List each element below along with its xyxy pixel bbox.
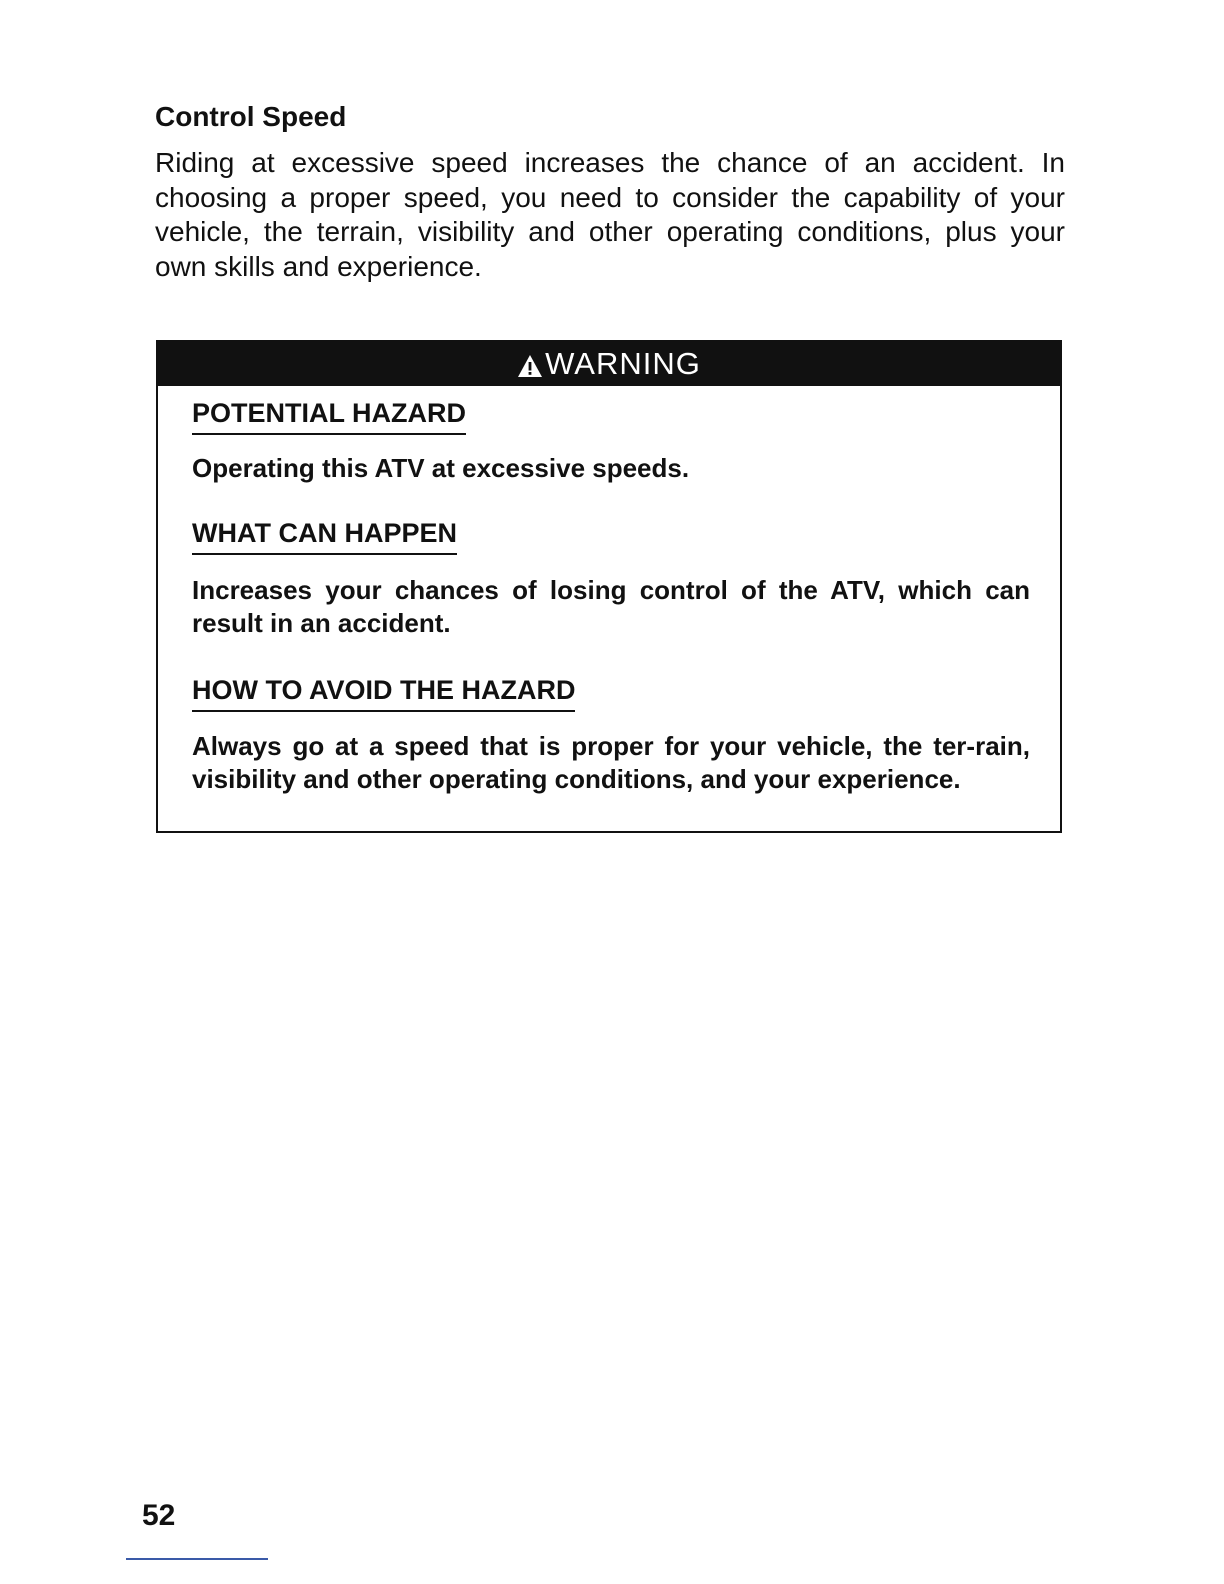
intro-paragraph: Riding at excessive speed increases the chance of an accident. In choosing a proper speed, you need to consider the capability of your vehicle, the terrain, visibility and other operating conditions, plus your own skills and experience. <box>155 147 1065 282</box>
what-can-happen-heading: WHAT CAN HAPPEN <box>192 517 457 555</box>
how-to-avoid-text: Always go at a speed that is proper for your vehicle, the ter-rain, visibility and other operating conditions, and your experience. <box>192 731 1030 794</box>
footer-rule <box>126 1558 268 1560</box>
warning-box <box>156 340 1062 833</box>
what-can-happen-text: Increases your chances of losing control of the ATV, which can result in an accident. <box>192 575 1030 638</box>
section-title: Control Speed <box>155 101 347 132</box>
warning-header <box>158 342 1060 386</box>
warning-triangle-icon <box>517 354 543 378</box>
potential-hazard-heading: POTENTIAL HAZARD <box>192 397 466 435</box>
how-to-avoid-heading: HOW TO AVOID THE HAZARD <box>192 674 575 712</box>
page-number: 52 <box>142 1499 176 1532</box>
potential-hazard-text: Operating this ATV at excessive speeds. <box>192 453 690 483</box>
warning-header-label: WARNING <box>545 346 701 381</box>
